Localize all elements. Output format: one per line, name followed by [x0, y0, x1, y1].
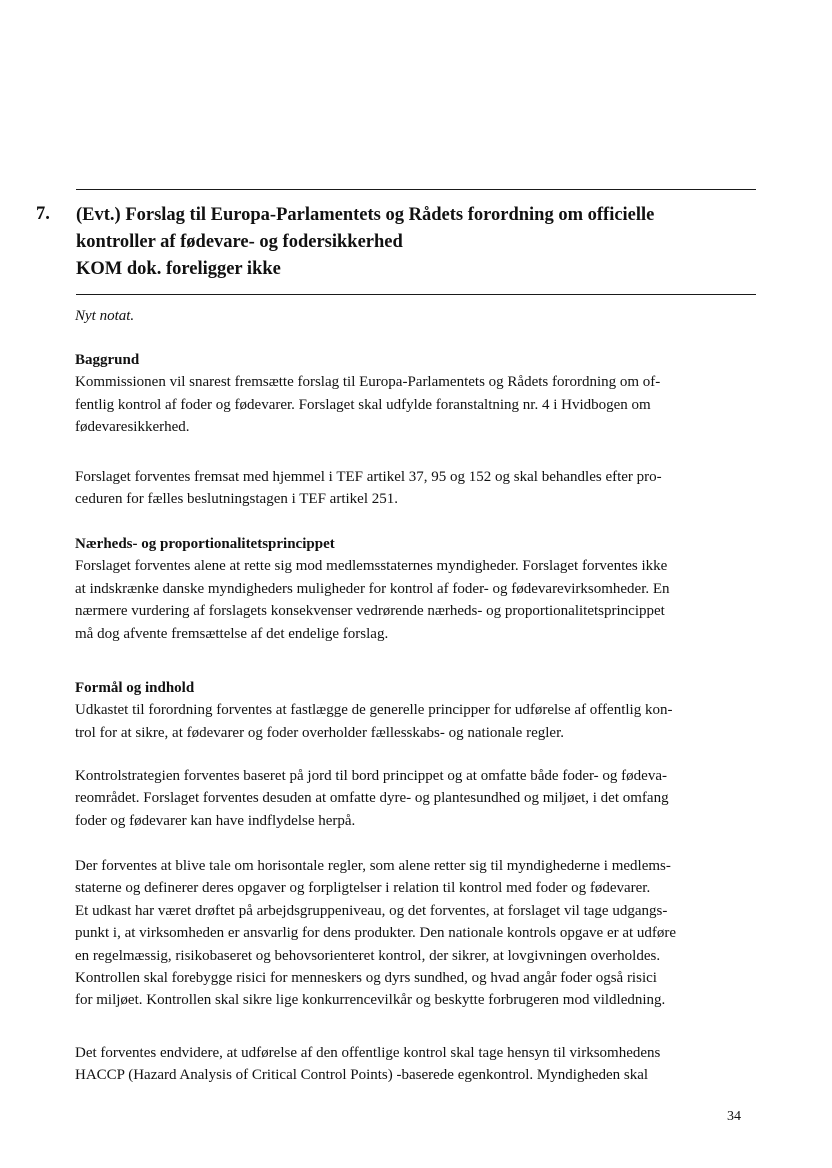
- naerhed-heading: Nærheds- og proportionalitetsprincippet: [75, 536, 335, 552]
- paragraph-line: for miljøet. Kontrollen skal sikre lige konkurrencevilkår og beskytte forbrugeren mod vildledning.: [75, 992, 666, 1009]
- section-title-line: kontroller af fødevare- og fodersikkerhed: [76, 232, 403, 252]
- paragraph-line: staterne og definerer deres opgaver og forpligtelser i relation til kontrol med foder og fødevarer.: [75, 880, 651, 897]
- formaal-paragraph-3: [75, 855, 765, 1012]
- paragraph-line: nærmere vurdering af forslagets konsekvenser vedrørende nærheds- og proportionalitetsprincippet: [75, 603, 665, 620]
- section-number: 7.: [36, 204, 50, 224]
- paragraph-line: at indskrænke danske myndigheders muligheder for kontrol af foder- og fødevarevirksomheder. En: [75, 580, 670, 597]
- naerhed-section: [75, 533, 765, 645]
- formaal-paragraph-2: [75, 765, 765, 832]
- section-title: [76, 202, 756, 283]
- paragraph-line: Kontrolstrategien forventes baseret på jord til bord princippet og at omfatte både foder- og fødeva-: [75, 768, 667, 784]
- paragraph-line: Det forventes endvidere, at udførelse af den offentlige kontrol skal tage hensyn til virksomhedens: [75, 1045, 661, 1061]
- paragraph-line: må dog afvente fremsættelse af det endelige forslag.: [75, 625, 389, 642]
- baggrund-heading: Baggrund: [75, 352, 140, 368]
- formaal-paragraph-4: [75, 1042, 765, 1087]
- paragraph-line: fødevaresikkerhed.: [75, 419, 190, 436]
- paragraph-line: trol for at sikre, at fødevarer og foder overholder fællesskabs- og nationale regler.: [75, 724, 564, 741]
- paragraph-line: en regelmæssig, risikobaseret og behovsorienteret kontrol, der sikrer, at lovgivningen overholdes.: [75, 947, 661, 964]
- bottom-divider: [76, 294, 756, 295]
- section-title-line: (Evt.) Forslag til Europa-Parlamentets og Rådets forordning om officielle: [76, 205, 655, 225]
- paragraph-line: HACCP (Hazard Analysis of Critical Control Points) -baserede egenkontrol. Myndigheden skal: [75, 1067, 649, 1084]
- top-divider: [76, 189, 756, 190]
- formaal-heading: Formål og indhold: [75, 680, 195, 696]
- paragraph-line: Forslaget forventes alene at rette sig mod medlemsstaternes myndigheder. Forslaget forventes ikke: [75, 558, 668, 575]
- page-number: 34: [727, 1109, 741, 1124]
- paragraph-line: fentlig kontrol af foder og fødevarer. Forslaget skal udfylde foranstaltning nr. 4 i Hvidbogen om: [75, 396, 651, 413]
- paragraph-line: ceduren for fælles beslutningstagen i TEF artikel 251.: [75, 491, 398, 508]
- paragraph-line: Kommissionen vil snarest fremsætte forslag til Europa-Parlamentets og Rådets forordning om of-: [75, 374, 661, 391]
- section-title-line: KOM dok. foreligger ikke: [76, 259, 281, 279]
- paragraph-line: Udkastet til forordning forventes at fastlægge de generelle principper for udførelse af offentlig kon-: [75, 702, 673, 719]
- note-label: Nyt notat.: [75, 308, 135, 324]
- paragraph-line: foder og fødevarer kan have indflydelse herpå.: [75, 812, 356, 829]
- baggrund-paragraph-2: [75, 466, 765, 511]
- paragraph-line: Der forventes at blive tale om horisontale regler, som alene retter sig til myndighederne i medlems-: [75, 858, 671, 874]
- paragraph-line: reområdet. Forslaget forventes desuden at omfatte dyre- og plantesundhed og miljøet, i det omfang: [75, 790, 669, 807]
- paragraph-line: Et udkast har været drøftet på arbejdsgruppeniveau, og det forventes, at forslaget vil tage udgangs-: [75, 902, 668, 919]
- paragraph-line: punkt i, at virksomheden er ansvarlig for dens produkter. Den nationale kontrols opgave er at udføre: [75, 925, 677, 942]
- paragraph-line: Forslaget forventes fremsat med hjemmel i TEF artikel 37, 95 og 152 og skal behandles efter pro-: [75, 469, 662, 485]
- baggrund-section: [75, 349, 765, 439]
- paragraph-line: Kontrollen skal forebygge risici for menneskers og dyrs sundhed, og hvad angår foder også risici: [75, 970, 657, 987]
- formaal-section: [75, 677, 765, 744]
